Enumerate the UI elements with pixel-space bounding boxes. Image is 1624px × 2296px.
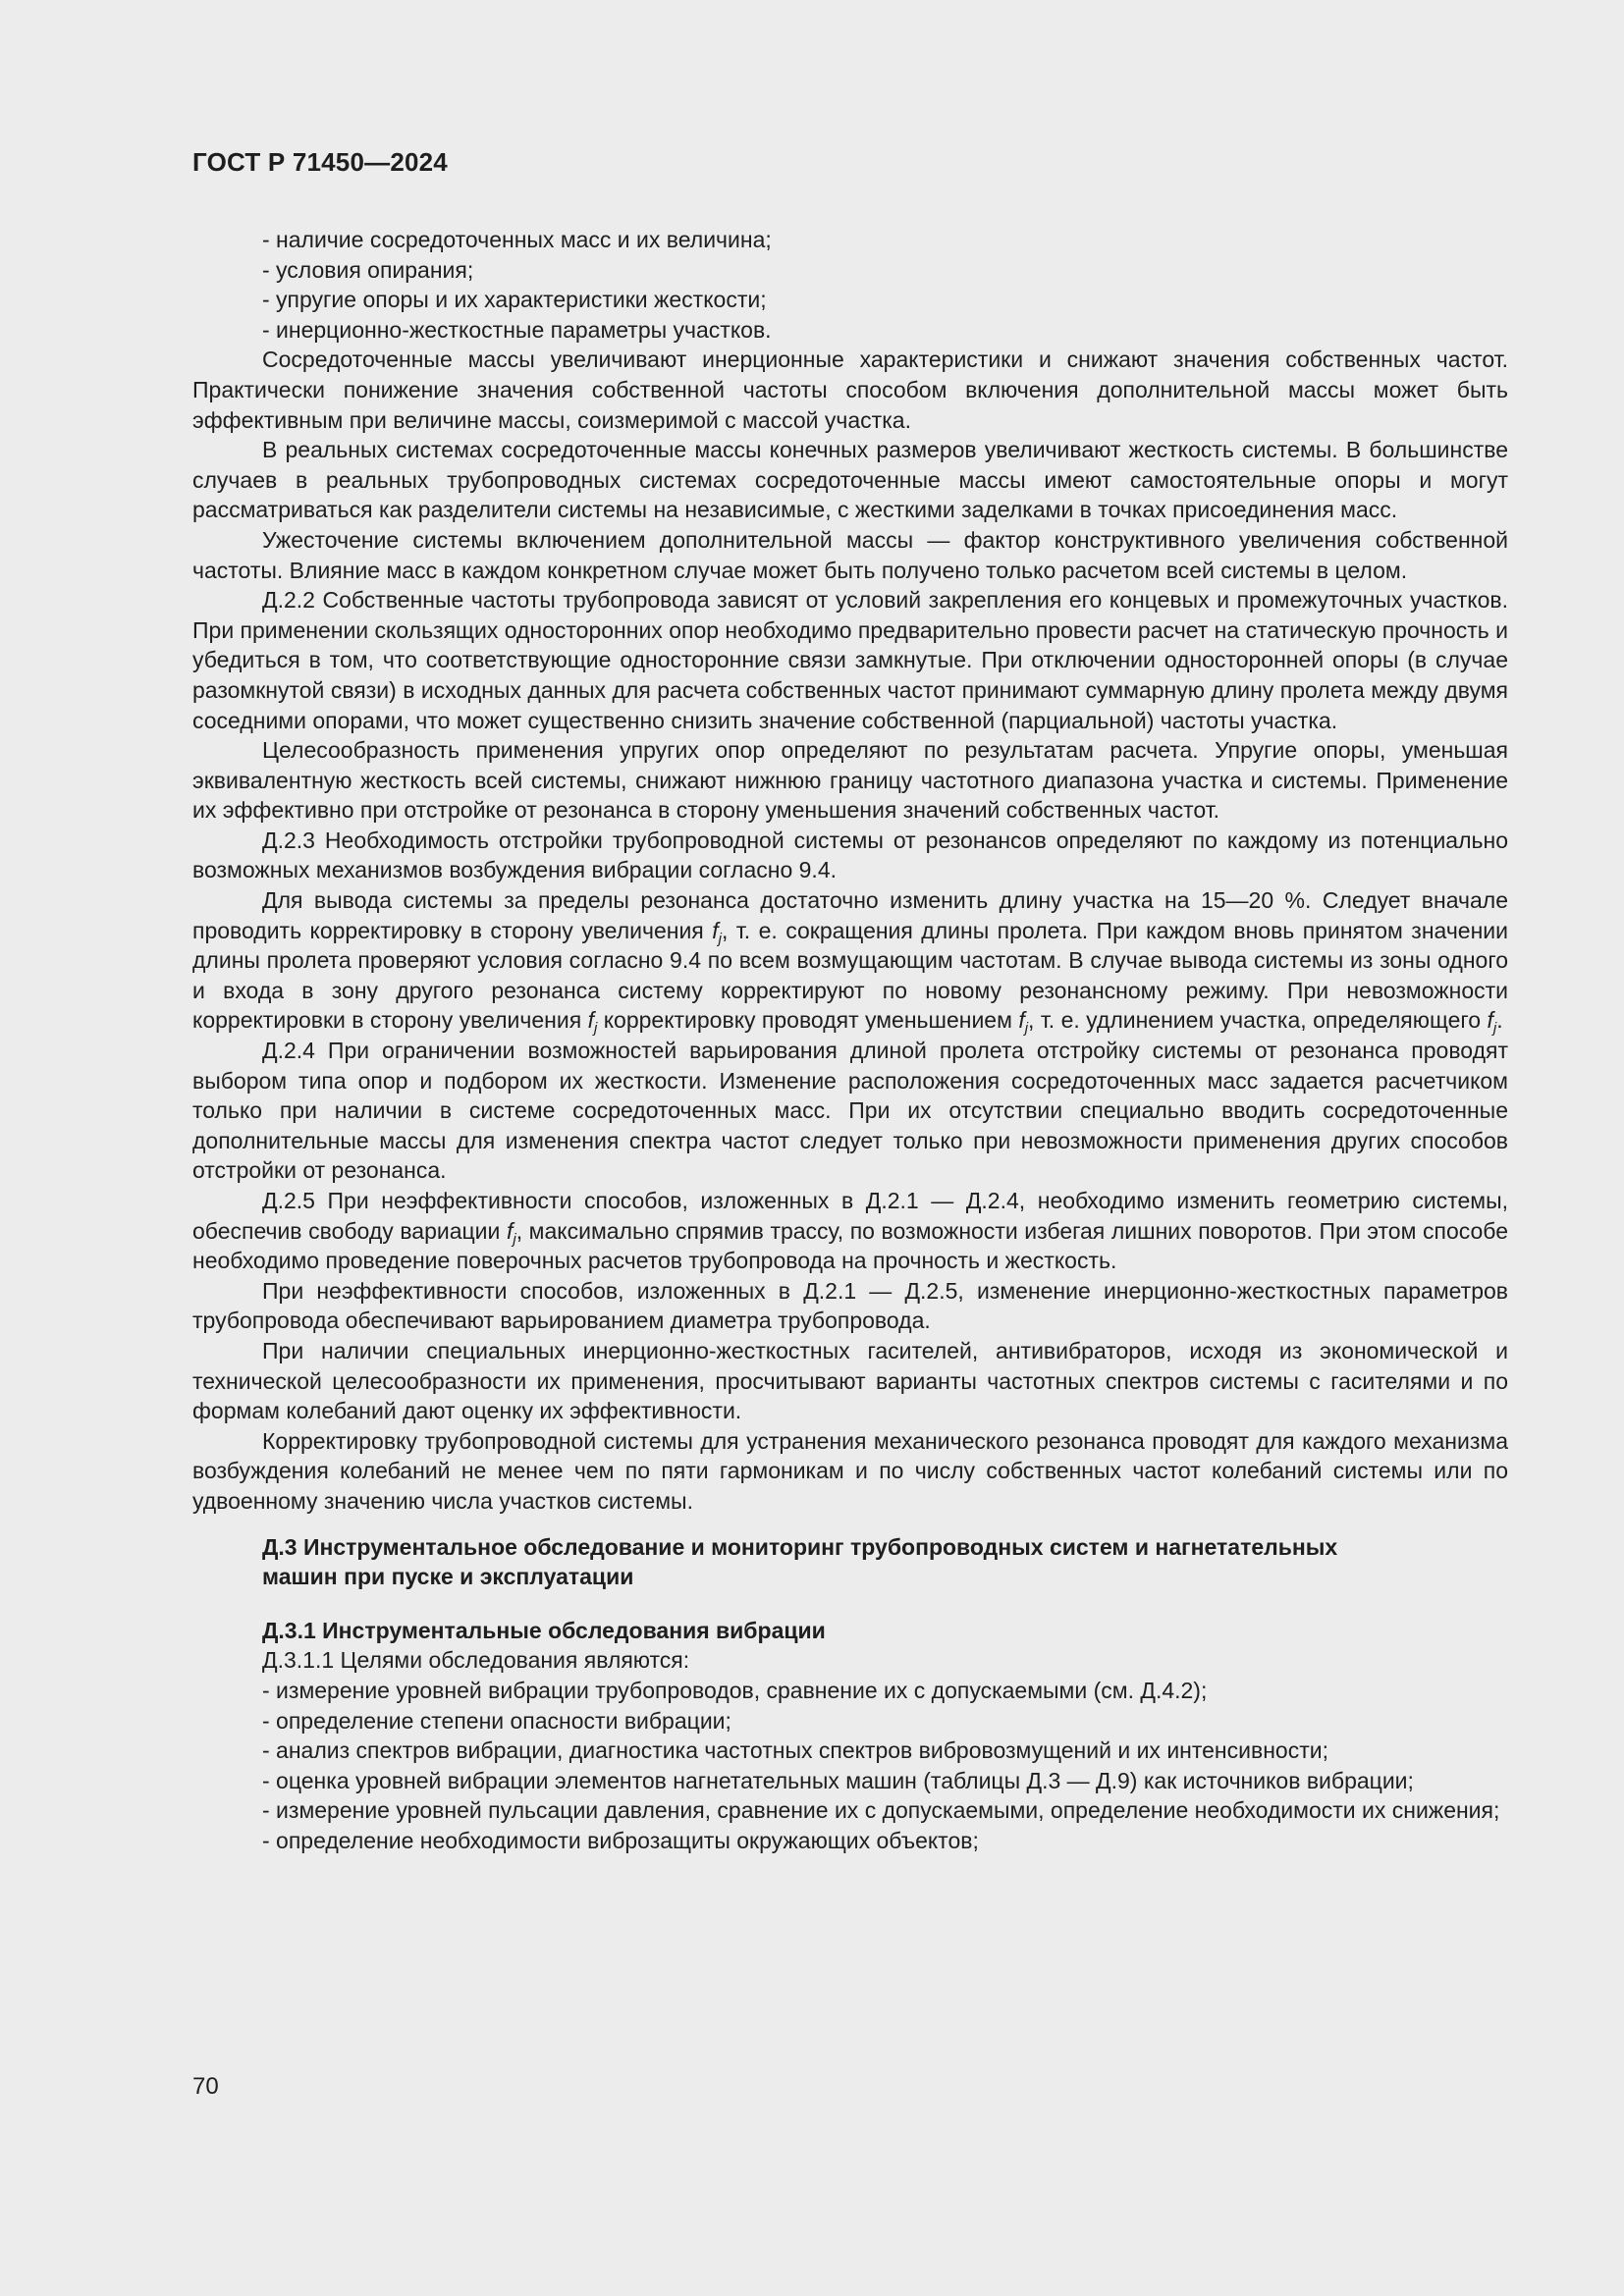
paragraph: При неэффективности способов, изложенных в Д.2.1 — Д.2.5, изменение инерционно-жесткостных параметров трубопровода обеспечивают варьированием диаметра трубопровода. [192, 1277, 1508, 1334]
text-run: корректировку проводят уменьшением [597, 1007, 1019, 1034]
list-item: - упругие опоры и их характеристики жесткости; [262, 287, 767, 313]
paragraph: При наличии специальных инерционно-жесткостных гасителей, антивибраторов, исходя из экономической и технической целесообразности их применения, просчитывают варианты частотных спектров системы с гасителями и по формам колебаний дают оценку их эффективности. [192, 1337, 1508, 1424]
paragraph: Целесообразность применения упругих опор определяют по результатам расчета. Упругие опоры, уменьшая эквивалентную жесткость всей системы, снижают нижнюю границу частотного диапазона участка и системы. Применение их эффективно при отстройке от резонанса в сторону уменьшения значений собственных частот. [192, 737, 1508, 824]
list-item: - наличие сосредоточенных масс и их величина; [262, 227, 772, 252]
formula-symbol: $f_j$ [587, 1007, 598, 1038]
paragraph: Сосредоточенные массы увеличивают инерционные характеристики и снижают значения собственных частот. Практически понижение значения собственной частоты способом включения дополнительной массы может быть эффективным при величине массы, соизмеримой с массой участка. [192, 347, 1508, 433]
formula-symbol: $f_j$ [506, 1217, 516, 1248]
formula-symbol: $f_j$ [1487, 1007, 1497, 1038]
section-heading-d31: Д.3.1 Инструментальные обследования вибрации [262, 1617, 826, 1643]
list-item: - оценка уровней вибрации элементов нагнетательных машин (таблицы Д.3 — Д.9) как источников вибрации; [262, 1767, 1414, 1793]
list-item: - условия опирания; [262, 256, 474, 283]
text-run: Д.2.5 При неэффективности способов, изложенных в Д.2.1 — Д.2.4, необходимо изменить геометрию системы, обеспечив свободу вариации [192, 1188, 1508, 1244]
text-run: . [1496, 1007, 1503, 1034]
paragraph-d25 [192, 1186, 1508, 1276]
text-run: , т. е. удлинением участка, определяющего [1028, 1007, 1488, 1034]
paragraph: Ужесточение системы включением дополнительной массы — фактор конструктивного увеличения собственной частоты. Влияние масс в каждом конкретном случае может быть получено только расчетом всей системы в целом. [192, 526, 1508, 583]
list-item: - анализ спектров вибрации, диагностика частотных спектров вибровозмущений и их интенсивности; [262, 1737, 1328, 1764]
text-run: , максимально спрямив трассу, по возможности избегая лишних поворотов. При этом способе необходимо проведение поверочных расчетов трубопровода на прочность и жесткость. [192, 1217, 1508, 1274]
list-item: - измерение уровней вибрации трубопроводов, сравнение их с допускаемыми (см. Д.4.2); [262, 1677, 1208, 1703]
formula-symbol: $f_j$ [1018, 1007, 1029, 1038]
list-item: - определение степени опасности вибрации; [262, 1707, 731, 1734]
list-item: - определение необходимости виброзащиты окружающих объектов; [262, 1827, 979, 1853]
list-item: - инерционно-жесткостные параметры участков. [262, 316, 772, 343]
paragraph-d23: Д.2.3 Необходимость отстройки трубопроводной системы от резонансов определяют по каждому из потенциально возможных механизмов возбуждения вибрации согласно 9.4. [192, 827, 1508, 883]
list-item: - измерение уровней пульсации давления, сравнение их с допускаемыми, определение необходимости их снижения; [262, 1797, 1500, 1824]
paragraph-d24: Д.2.4 При ограничении возможностей варьирования длиной пролета отстройку системы от резонанса проводят выбором типа опор и подбором их жесткости. Изменение расположения сосредоточенных масс задается расчетчиком только при наличии в системе сосредоточенных масс. При их отсутствии специально вводить сосредоточенные дополнительные массы для изменения спектра частот следует только при невозможности применения других способов отстройки от резонанса. [192, 1038, 1508, 1184]
page-number: 70 [192, 2073, 219, 2100]
paragraph-d22: Д.2.2 Собственные частоты трубопровода зависят от условий закрепления его концевых и промежуточных участков. При применении скользящих односторонних опор необходимо предварительно провести расчет на статическую прочность и убедиться в том, что соответствующие односторонние связи замкнутые. При отключении односторонней опоры (в случае разомкнутой связи) в исходных данных для расчета собственных частот принимают суммарную длину пролета между двумя соседними опорами, что может существенно снизить значение собственной (парциальной) частоты участка. [192, 587, 1508, 733]
document-header: ГОСТ Р 71450—2024 [192, 147, 448, 177]
paragraph-resonance-shift [192, 885, 1508, 1036]
text-run: Для вывода системы за пределы резонанса достаточно изменить длину участка на 15—20 %. Следует вначале проводить корректировку в сторону увеличения [192, 887, 1508, 943]
paragraph: Корректировку трубопроводной системы для устранения механического резонанса проводят для каждого механизма возбуждения колебаний не менее чем по пяти гармоникам и по числу собственных частот колебаний системы или по удвоенному значению числа участков системы. [192, 1427, 1508, 1514]
paragraph: В реальных системах сосредоточенные массы конечных размеров увеличивают жесткость системы. В большинстве случаев в реальных трубопроводных системах сосредоточенные массы имеют самостоятельные опоры и могут рассматриваться как разделители системы на независимые, с жесткими заделками в точках присоединения масс. [192, 437, 1508, 523]
document-body [192, 225, 1508, 1855]
section-heading-d3: Д.3 Инструментальное обследование и мониторинг трубопроводных систем и нагнетательных машин при пуске и эксплуатации [262, 1533, 1338, 1590]
text-run: , т. е. сокращения длины пролета. При каждом вновь принятом значении длины пролета проверяют условия согласно 9.4 по всем возмущающим частотам. В случае вывода системы из зоны одного и входа в зону другого резонанса систему корректируют по новому резонансному режиму. При невозможности корректировки в сторону увеличения [192, 917, 1508, 1034]
formula-symbol: $f_j$ [712, 917, 722, 947]
section-intro: Д.3.1.1 Целями обследования являются: [262, 1647, 690, 1674]
